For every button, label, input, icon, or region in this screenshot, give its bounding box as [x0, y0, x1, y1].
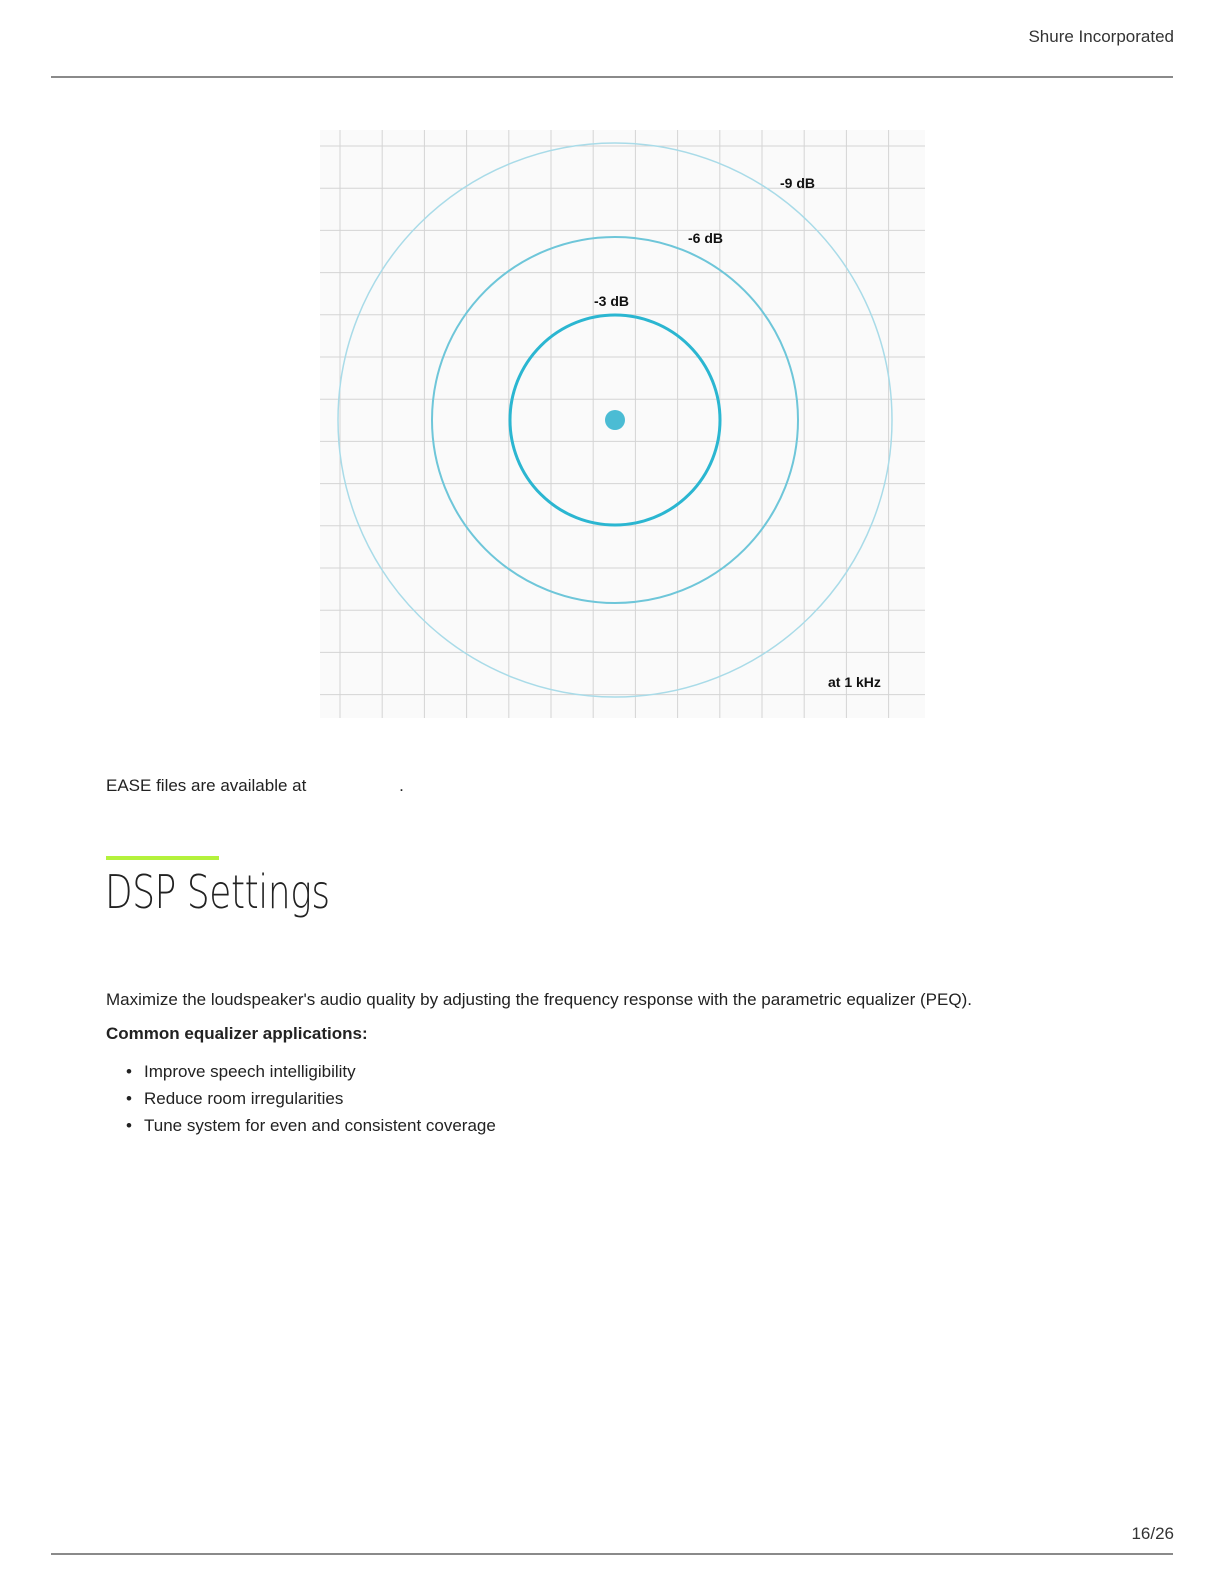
- bullet-icon: •: [126, 1062, 132, 1081]
- list-item-text: Tune system for even and consistent coverage: [144, 1116, 496, 1135]
- ease-files-text: EASE files are available at: [106, 776, 307, 795]
- list-item: [106, 1112, 496, 1139]
- header-company-name: Shure Incorporated: [1028, 27, 1174, 46]
- coverage-diagram-svg: [320, 130, 925, 718]
- list-item: [106, 1085, 496, 1112]
- ring-label-minus-3db: -3 dB: [594, 293, 629, 309]
- ease-files-period: .: [399, 776, 404, 795]
- footer-divider: [51, 1553, 1173, 1555]
- list-item: [106, 1058, 496, 1085]
- loudspeaker-center-dot: [605, 410, 625, 430]
- ease-files-note: [106, 776, 404, 796]
- bullet-icon: •: [126, 1089, 132, 1108]
- section-subhead: Common equalizer applications:: [106, 1024, 368, 1043]
- list-item-text: Reduce room irregularities: [144, 1089, 344, 1108]
- section-intro: Maximize the loudspeaker's audio quality by adjusting the frequency response with the parametric equalizer (PEQ).: [106, 990, 972, 1009]
- list-item-text: Improve speech intelligibility: [144, 1062, 356, 1081]
- page-number: 16/26: [1131, 1524, 1174, 1543]
- ring-label-minus-6db: -6 dB: [688, 230, 723, 246]
- equalizer-applications-list: [106, 1058, 496, 1139]
- section-title: DSP Settings: [105, 865, 330, 919]
- header-divider: [51, 76, 1173, 78]
- bullet-icon: •: [126, 1116, 132, 1135]
- frequency-label: at 1 kHz: [828, 674, 881, 690]
- ring-label-minus-9db: -9 dB: [780, 175, 815, 191]
- section-accent-bar: [106, 856, 219, 860]
- coverage-diagram: [320, 130, 925, 718]
